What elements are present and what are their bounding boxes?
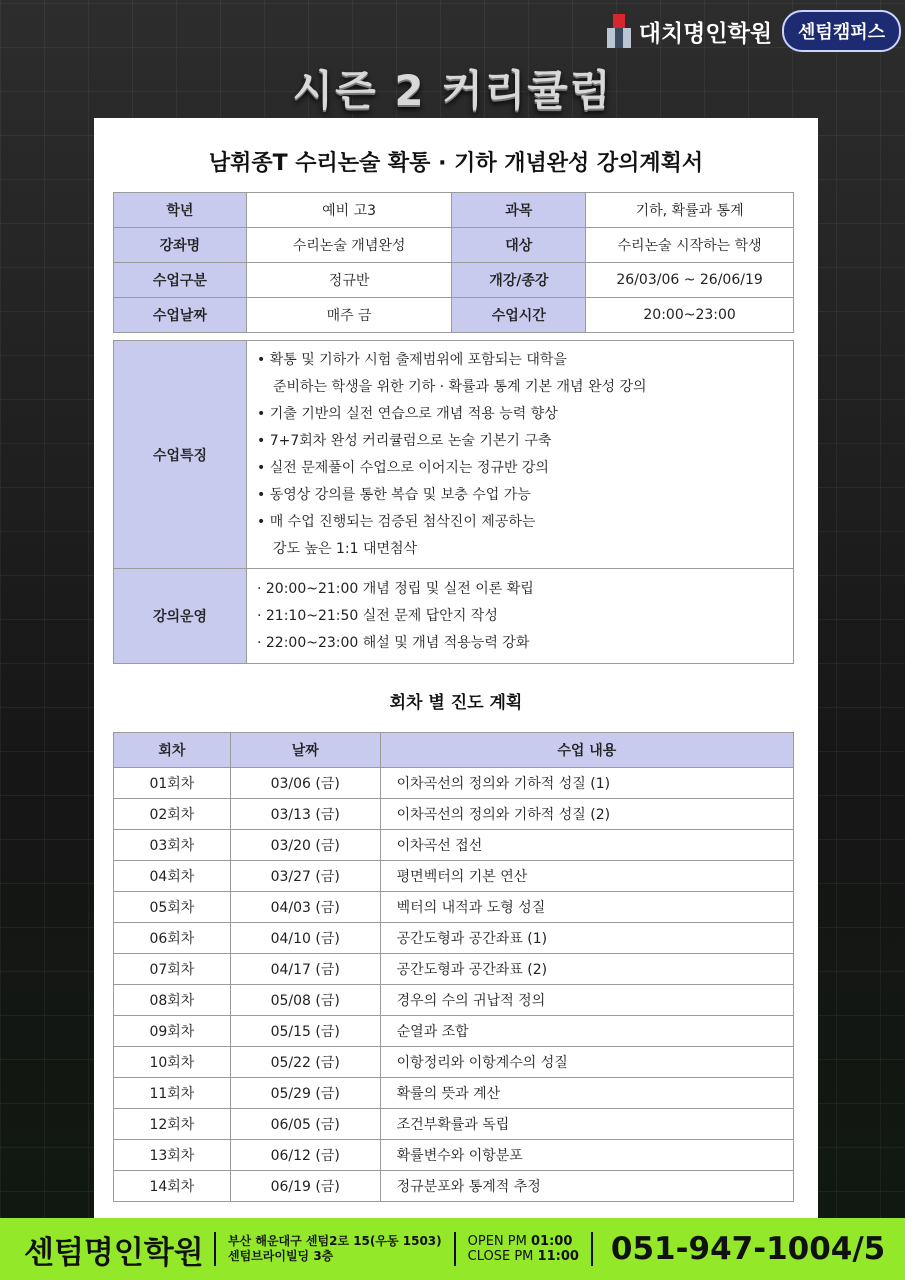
feature-item: • 동영상 강의를 통한 복습 및 보충 수업 가능 bbox=[257, 486, 531, 503]
content-cell: 조건부확률과 독립 bbox=[380, 1109, 793, 1140]
operation-item: · 22:00~23:00 해설 및 개념 적용능력 강화 bbox=[257, 634, 530, 651]
date-cell: 06/19 (금) bbox=[230, 1171, 380, 1202]
info-row bbox=[114, 193, 794, 228]
info-label: 수업구분 bbox=[114, 263, 247, 298]
close-label: CLOSE PM bbox=[467, 1249, 534, 1264]
content-cell: 평면벡터의 기본 연산 bbox=[380, 861, 793, 892]
course-info-table bbox=[113, 192, 794, 333]
date-cell: 06/12 (금) bbox=[230, 1140, 380, 1171]
info-value: 수리논술 개념완성 bbox=[246, 228, 452, 263]
operation-list bbox=[247, 571, 793, 662]
info-value: 기하, 확률과 통계 bbox=[586, 193, 794, 228]
content-cell: 공간도형과 공간좌표 (2) bbox=[380, 954, 793, 985]
session-cell: 14회차 bbox=[114, 1171, 231, 1202]
syllabus-document bbox=[94, 118, 818, 1218]
operation-item: · 20:00~21:00 개념 정립 및 실전 이론 확립 bbox=[257, 580, 534, 597]
open-time: 01:00 bbox=[530, 1234, 573, 1249]
info-label: 강좌명 bbox=[114, 228, 247, 263]
info-value: 20:00~23:00 bbox=[586, 298, 794, 333]
info-value: 매주 금 bbox=[246, 298, 452, 333]
brand-name: 대치명인학원 bbox=[638, 20, 773, 47]
date-cell: 05/15 (금) bbox=[230, 1016, 380, 1047]
info-row bbox=[114, 263, 794, 298]
date-cell: 03/20 (금) bbox=[230, 830, 380, 861]
academy-logo-icon bbox=[607, 14, 633, 48]
table-row bbox=[114, 1016, 794, 1047]
date-cell: 04/03 (금) bbox=[230, 892, 380, 923]
table-row bbox=[114, 830, 794, 861]
table-row bbox=[114, 861, 794, 892]
date-cell: 04/10 (금) bbox=[230, 923, 380, 954]
date-cell: 03/06 (금) bbox=[230, 768, 380, 799]
operation-item: · 21:10~21:50 실전 문제 답안지 작성 bbox=[257, 607, 498, 624]
content-cell: 이차곡선 접선 bbox=[380, 830, 793, 861]
schedule-header-row bbox=[114, 733, 794, 768]
content-cell: 이항정리와 이항계수의 성질 bbox=[380, 1047, 793, 1078]
table-row bbox=[114, 1171, 794, 1202]
header-date: 날짜 bbox=[230, 733, 380, 768]
operation-label: 강의운영 bbox=[114, 569, 247, 664]
session-cell: 06회차 bbox=[114, 923, 231, 954]
table-row bbox=[114, 892, 794, 923]
feature-item: • 7+7회차 완성 커리큘럼으로 논술 기본기 구축 bbox=[257, 432, 552, 449]
info-row bbox=[114, 228, 794, 263]
date-cell: 05/29 (금) bbox=[230, 1078, 380, 1109]
feature-item: • 실전 문제풀이 수업으로 이어지는 정규반 강의 bbox=[257, 459, 549, 476]
operation-cell bbox=[247, 569, 794, 664]
divider bbox=[591, 1232, 593, 1266]
session-cell: 02회차 bbox=[114, 799, 231, 830]
content-cell: 공간도형과 공간좌표 (1) bbox=[380, 923, 793, 954]
date-cell: 06/05 (금) bbox=[230, 1109, 380, 1140]
brand-header bbox=[607, 10, 901, 52]
operation-row bbox=[114, 569, 794, 664]
open-label: OPEN PM bbox=[467, 1234, 527, 1249]
session-cell: 08회차 bbox=[114, 985, 231, 1016]
content-cell: 이차곡선의 정의와 기하적 성질 (1) bbox=[380, 768, 793, 799]
table-row bbox=[114, 1047, 794, 1078]
document-title: 남휘종T 수리논술 확통 · 기하 개념완성 강의계획서 bbox=[208, 151, 704, 176]
session-cell: 01회차 bbox=[114, 768, 231, 799]
table-row bbox=[114, 954, 794, 985]
session-cell: 13회차 bbox=[114, 1140, 231, 1171]
schedule-title: 회차 별 진도 계획 bbox=[389, 693, 523, 713]
footer-address bbox=[228, 1234, 442, 1264]
info-label: 학년 bbox=[114, 193, 247, 228]
divider bbox=[454, 1232, 456, 1266]
footer-phone: 051-947-1004/5 bbox=[610, 1231, 886, 1267]
session-cell: 04회차 bbox=[114, 861, 231, 892]
session-cell: 12회차 bbox=[114, 1109, 231, 1140]
features-cell bbox=[247, 341, 794, 569]
content-cell: 이차곡선의 정의와 기하적 성질 (2) bbox=[380, 799, 793, 830]
table-row bbox=[114, 1078, 794, 1109]
content-cell: 순열과 조합 bbox=[380, 1016, 793, 1047]
table-row bbox=[114, 985, 794, 1016]
feature-item: • 확통 및 기하가 시험 출제범위에 포함되는 대학을 bbox=[257, 351, 567, 368]
info-label: 수업시간 bbox=[452, 298, 586, 333]
season-title: 시즌 2 커리큘럼 bbox=[292, 66, 613, 115]
footer-bar bbox=[0, 1218, 905, 1280]
table-row bbox=[114, 799, 794, 830]
table-row bbox=[114, 1109, 794, 1140]
feature-item: 준비하는 학생을 위한 기하 · 확률과 통계 기본 개념 완성 강의 bbox=[273, 378, 647, 395]
info-label: 과목 bbox=[452, 193, 586, 228]
info-value: 26/03/06 ~ 26/06/19 bbox=[586, 263, 794, 298]
date-cell: 03/13 (금) bbox=[230, 799, 380, 830]
info-value: 예비 고3 bbox=[246, 193, 452, 228]
info-value: 수리논술 시작하는 학생 bbox=[586, 228, 794, 263]
session-cell: 03회차 bbox=[114, 830, 231, 861]
divider bbox=[214, 1232, 216, 1266]
address-line-1: 부산 해운대구 센텀2로 15(우동 1503) bbox=[228, 1234, 442, 1248]
features-list bbox=[247, 342, 793, 568]
feature-item: • 기출 기반의 실전 연습으로 개념 적용 능력 향상 bbox=[257, 405, 558, 422]
session-cell: 07회차 bbox=[114, 954, 231, 985]
table-row bbox=[114, 1140, 794, 1171]
footer-academy-name: 센텀명인학원 bbox=[24, 1234, 204, 1271]
date-cell: 05/22 (금) bbox=[230, 1047, 380, 1078]
info-label: 개강/종강 bbox=[452, 263, 586, 298]
table-row bbox=[114, 768, 794, 799]
table-row bbox=[114, 923, 794, 954]
feature-item: • 매 수업 진행되는 검증된 첨삭진이 제공하는 bbox=[257, 513, 536, 530]
footer-hours bbox=[468, 1234, 579, 1264]
campus-badge: 센텀캠퍼스 bbox=[782, 10, 901, 52]
info-row bbox=[114, 298, 794, 333]
date-cell: 03/27 (금) bbox=[230, 861, 380, 892]
session-cell: 10회차 bbox=[114, 1047, 231, 1078]
features-label: 수업특징 bbox=[114, 341, 247, 569]
course-detail-table bbox=[113, 340, 794, 664]
info-label: 수업날짜 bbox=[114, 298, 247, 333]
schedule-table bbox=[113, 732, 794, 1202]
info-label: 대상 bbox=[452, 228, 586, 263]
content-cell: 확률의 뜻과 계산 bbox=[380, 1078, 793, 1109]
close-time: 11:00 bbox=[537, 1249, 579, 1264]
content-cell: 정규분포와 통계적 추정 bbox=[380, 1171, 793, 1202]
session-cell: 11회차 bbox=[114, 1078, 231, 1109]
date-cell: 04/17 (금) bbox=[230, 954, 380, 985]
feature-item: 강도 높은 1:1 대면첨삭 bbox=[273, 540, 418, 557]
header-session: 회차 bbox=[114, 733, 231, 768]
content-cell: 경우의 수의 귀납적 정의 bbox=[380, 985, 793, 1016]
features-row bbox=[114, 341, 794, 569]
header-content: 수업 내용 bbox=[380, 733, 793, 768]
session-cell: 05회차 bbox=[114, 892, 231, 923]
address-line-2: 센텀브라이빌딩 3층 bbox=[228, 1249, 334, 1263]
date-cell: 05/08 (금) bbox=[230, 985, 380, 1016]
content-cell: 확률변수와 이항분포 bbox=[380, 1140, 793, 1171]
info-value: 정규반 bbox=[246, 263, 452, 298]
session-cell: 09회차 bbox=[114, 1016, 231, 1047]
content-cell: 벡터의 내적과 도형 성질 bbox=[380, 892, 793, 923]
